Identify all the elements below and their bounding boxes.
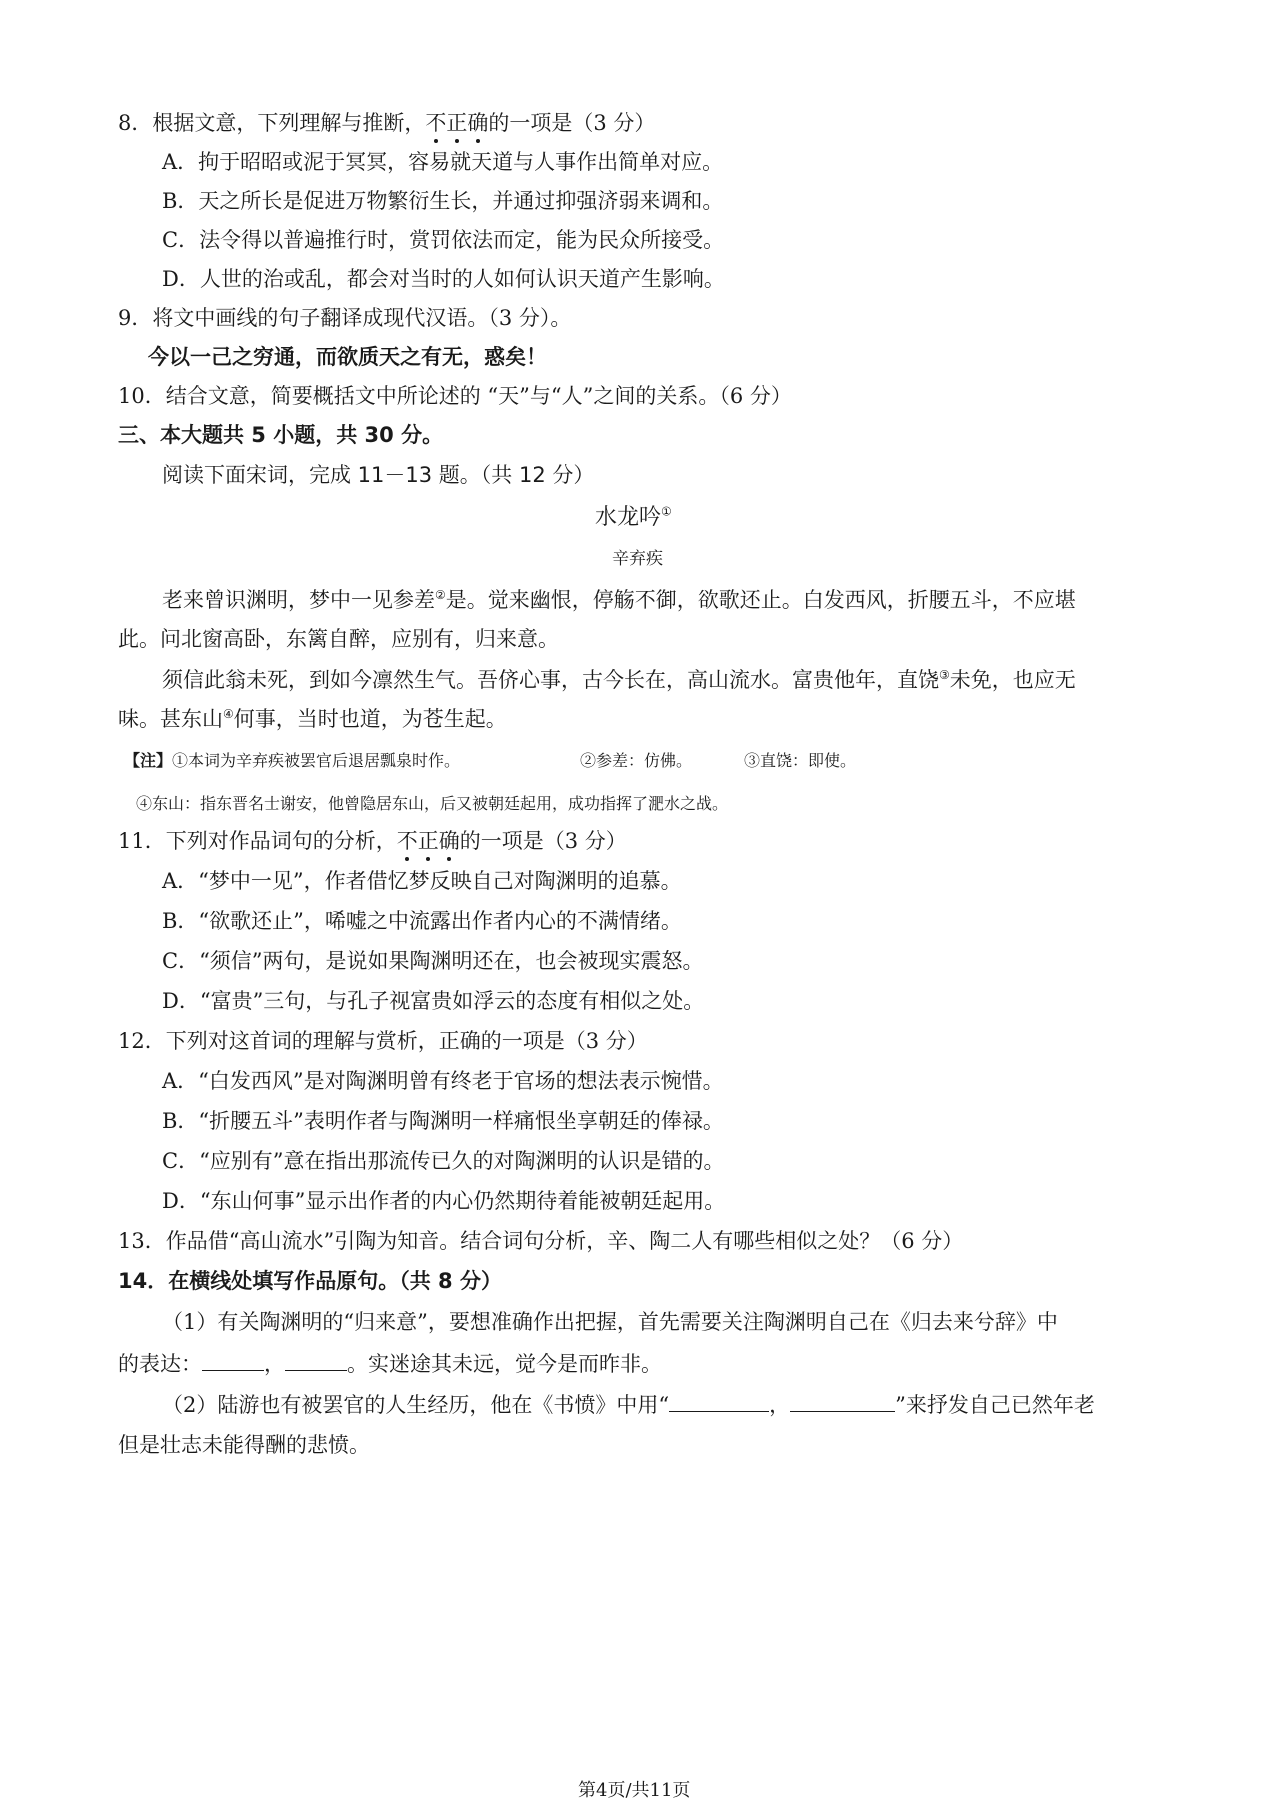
poem-author: 辛弃疾 (612, 549, 663, 569)
q8-option-d: D．人世的治或乱，都会对当时的人如何认识天道产生影响。 (162, 267, 725, 291)
answer-blank[interactable] (669, 1389, 769, 1412)
answer-blank[interactable] (790, 1389, 895, 1412)
section-3-intro: 阅读下面宋词，完成 11－13 题。（共 12 分） (162, 463, 595, 487)
poem-stanza-1-line-2: 此。问北窗高卧，东篱自醉，应别有，归来意。 (118, 627, 559, 651)
emphasis-dot-char: 不 (397, 826, 418, 856)
q11-option-b: B．“欲歌还止”，唏嘘之中流露出作者内心的不满情绪。 (162, 909, 682, 933)
q11-option-a: A．“梦中一见”，作者借忆梦反映自己对陶渊明的追慕。 (162, 869, 682, 893)
q11-option-d: D．“富贵”三句，与孔子视富贵如浮云的态度有相似之处。 (162, 989, 705, 1013)
q12-option-b: B．“折腰五斗”表明作者与陶渊明一样痛恨坐享朝廷的俸禄。 (162, 1109, 724, 1133)
q14-part-1-line-2: 的表达： ， 。实迷途其未远，觉今是而昨非。 (118, 1348, 662, 1379)
poem-title: 水龙吟① (595, 504, 672, 530)
page-number: 第4页/共11页 (578, 1780, 691, 1801)
q14-part-2-line-2: 但是壮志未能得酬的悲愤。 (118, 1433, 370, 1457)
q12-stem: 12．下列对这首词的理解与赏析，正确的一项是（3 分） (118, 1029, 648, 1053)
poem-stanza-2-line-1: 须信此翁未死，到如今凛然生气。吾侪心事，古今长在，高山流水。富贵他年，直饶③未免，也应无 (162, 668, 1076, 692)
q9-sentence: 今以一己之穷通，而欲质天之有无，惑矣！ (148, 345, 547, 369)
q12-option-a: A．“白发西风”是对陶渊明曾有终老于官场的想法表示惋惜。 (162, 1069, 724, 1093)
q14-part-2-line-1: （2）陆游也有被罢官的人生经历，他在《书愤》中用“ ， ”来抒发自己已然年老 (162, 1389, 1095, 1420)
q14-part-1-line-1: （1）有关陶渊明的“归来意”，要想准确作出把握，首先需要关注陶渊明自己在《归去来兮辞》中 (162, 1310, 1058, 1334)
notes-line-1: 【注】①本词为辛弃疾被罢官后退居瓢泉时作。 (124, 751, 461, 770)
emphasis-dot-char: 确 (467, 108, 488, 138)
q12-option-c: C．“应别有”意在指出那流传已久的对陶渊明的认识是错的。 (162, 1149, 725, 1173)
q9-stem: 9．将文中画线的句子翻译成现代汉语。（3 分）。 (118, 306, 572, 330)
q14-heading: 14．在横线处填写作品原句。（共 8 分） (118, 1269, 502, 1293)
note-4: ④东山：指东晋名士谢安，他曾隐居东山，后又被朝廷起用，成功指挥了淝水之战。 (136, 794, 729, 813)
emphasis-dot-char: 正 (446, 108, 467, 138)
poem-stanza-2-line-2: 味。甚东山④何事，当时也道，为苍生起。 (118, 707, 507, 731)
q8-option-c: C．法令得以普遍推行时，赏罚依法而定，能为民众所接受。 (162, 228, 725, 252)
q8-option-b: B．天之所长是促进万物繁衍生长，并通过抑强济弱来调和。 (162, 189, 724, 213)
emphasis-dot-char: 确 (439, 826, 460, 856)
answer-blank[interactable] (285, 1348, 347, 1371)
q11-option-c: C．“须信”两句，是说如果陶渊明还在，也会被现实震怒。 (162, 949, 704, 973)
emphasis-dot-char: 不 (425, 108, 446, 138)
q10-stem: 10．结合文意，简要概括文中所论述的 “天”与“人”之间的关系。（6 分） (118, 384, 792, 408)
poem-stanza-1-line-1: 老来曾识渊明，梦中一见参差②是。觉来幽恨，停觞不御，欲歌还止。白发西风，折腰五斗，不应堪 (162, 588, 1076, 612)
q8-option-a: A．拘于昭昭或泥于冥冥，容易就天道与人事作出简单对应。 (162, 150, 724, 174)
section-3-heading: 三、本大题共 5 小题，共 30 分。 (118, 423, 444, 447)
q11-stem: 11．下列对作品词句的分析，不正确的一项是（3 分） (118, 826, 627, 856)
note-3: ③直饶：即使。 (744, 751, 857, 770)
emphasis-dot-char: 正 (418, 826, 439, 856)
q13-stem: 13．作品借“高山流水”引陶为知音。结合词句分析，辛、陶二人有哪些相似之处？（6 分） (118, 1229, 964, 1253)
note-2: ②参差：仿佛。 (580, 751, 693, 770)
q12-option-d: D．“东山何事”显示出作者的内心仍然期待着能被朝廷起用。 (162, 1189, 726, 1213)
answer-blank[interactable] (202, 1348, 264, 1371)
q8-stem: 8．根据文意，下列理解与推断，不正确的一项是（3 分） (118, 108, 655, 138)
